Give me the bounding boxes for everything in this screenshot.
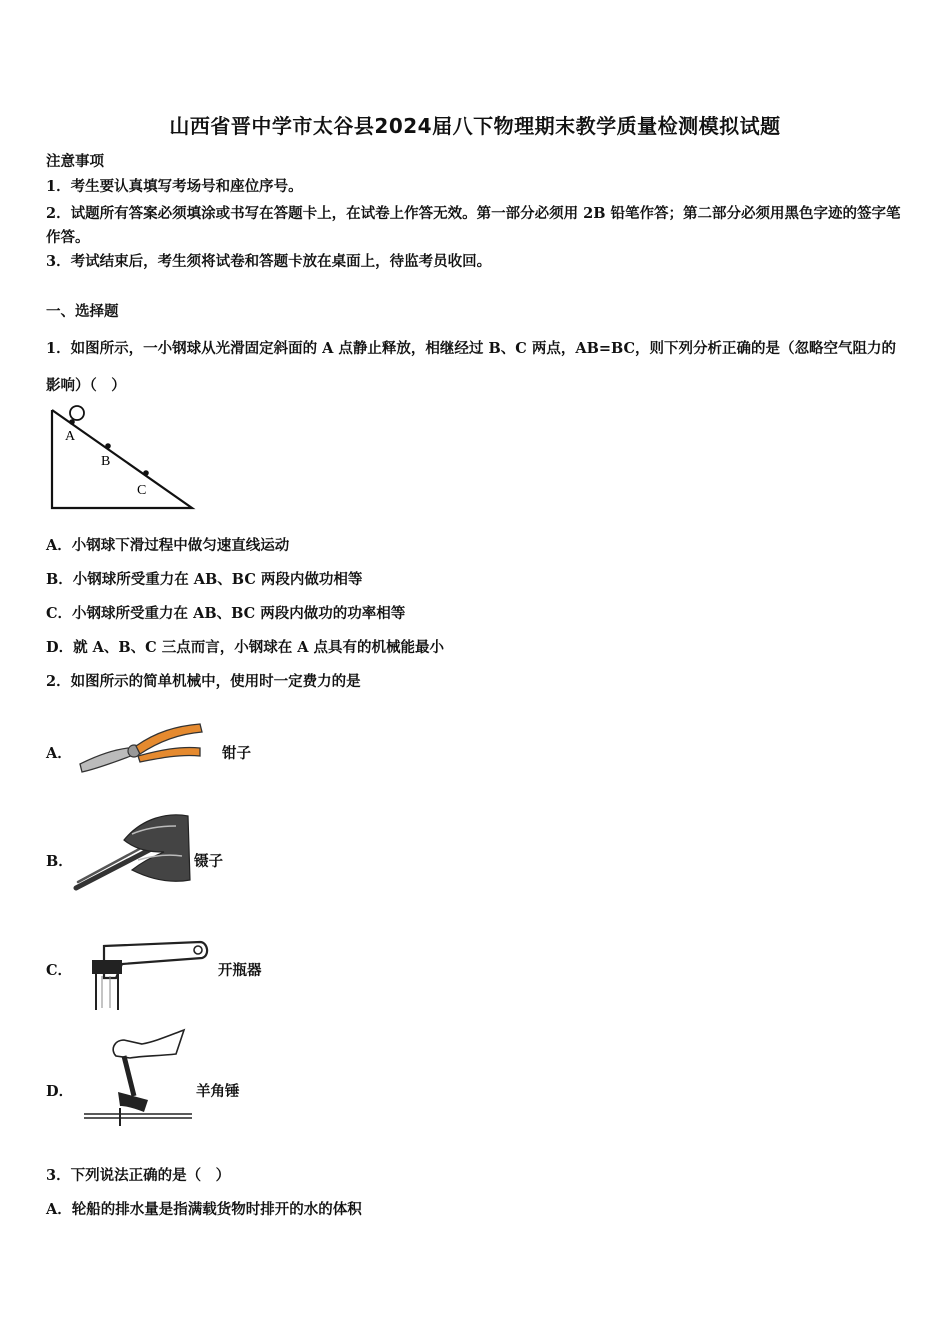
incline-figure (44, 402, 204, 514)
q1-option-d: D．就 A、B、C 三点而言，小钢球在 A 点具有的机械能最小 (46, 639, 445, 656)
pliers-icon (76, 720, 206, 780)
q2-option-a-letter: A． (46, 745, 72, 762)
q3-option-a: A．轮船的排水量是指满载货物时排开的水的体积 (46, 1201, 362, 1218)
q1-option-a: A．小钢球下滑过程中做匀速直线运动 (46, 537, 290, 554)
notice-item-1: 1．考生要认真填写考场号和座位序号。 (46, 178, 303, 195)
label-b: B (101, 454, 111, 469)
q3-stem: 3．下列说法正确的是（ ） (46, 1167, 231, 1184)
q1-stem: 1．如图所示，一小钢球从光滑固定斜面的 A 点静止释放，相继经过 B、C 两点，AB=BC，则下列分析正确的是（忽略空气阻力的影响）（ ） (46, 340, 897, 394)
notice-item-3: 3．考试结束后，考生须将试卷和答题卡放在桌面上，待监考员收回。 (46, 253, 492, 270)
q2-option-c-label: 开瓶器 (218, 962, 262, 979)
q2-option-d-label: 羊角锤 (196, 1083, 240, 1100)
steel-ball-icon (70, 406, 84, 420)
q1-option-c: C．小钢球所受重力在 AB、BC 两段内做功的功率相等 (46, 605, 406, 622)
q2-option-a-label: 钳子 (222, 745, 251, 762)
label-a: A (65, 429, 76, 444)
page-title: 山西省晋中学市太谷县2024届八下物理期末教学质量检测模拟试题 (169, 114, 781, 138)
q2-option-b-label: 镊子 (194, 853, 223, 870)
notice-heading: 注意事项 (46, 153, 104, 170)
q1-option-b: B．小钢球所受重力在 AB、BC 两段内做功相等 (46, 571, 363, 588)
notice-item-2: 2．试题所有答案必须填涂或书写在答题卡上，在试卷上作答无效。第一部分必须用 2B 铅笔作答；第二部分必须用黑色字迹的签字笔作答。 (46, 205, 901, 246)
claw-hammer-icon (84, 1026, 196, 1130)
q2-option-c-letter: C． (46, 962, 73, 979)
section-heading: 一、选择题 (46, 303, 119, 320)
tweezers-icon (72, 812, 194, 896)
q2-option-b-letter: B． (46, 853, 73, 870)
q2-option-d-letter: D． (46, 1083, 74, 1100)
label-c: C (137, 483, 147, 498)
bottle-opener-icon (82, 938, 212, 1014)
q2-stem: 2．如图所示的简单机械中，使用时一定费力的是 (46, 673, 361, 690)
